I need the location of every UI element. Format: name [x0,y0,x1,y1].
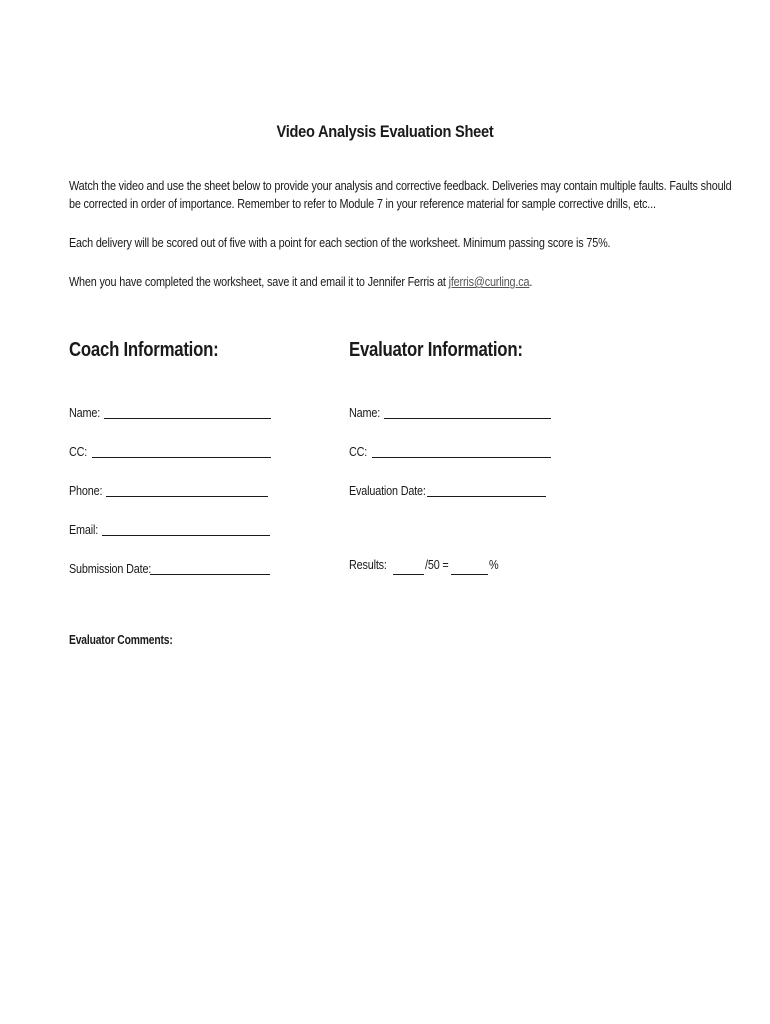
evaluation-date-field[interactable] [427,482,546,497]
evaluator-name-field[interactable] [384,404,551,419]
coach-cc-label: CC: [69,445,88,459]
evaluator-info-heading: Evaluator Information: [349,339,523,361]
instructions-line-2: be corrected in order of importance. Remember to refer to Module 7 in your reference material for sample corrective drills, etc... [69,197,656,211]
coach-phone-field[interactable] [106,482,268,497]
evaluator-name-label: Name: [349,406,381,420]
evaluator-cc-label: CC: [349,445,368,459]
instructions-paragraph-2 [69,234,688,252]
results-score-field[interactable] [393,560,424,575]
coach-name-label: Name: [69,406,101,420]
results-label: Results: [349,558,387,572]
coach-name-field[interactable] [104,404,271,419]
evaluator-comments-label: Evaluator Comments: [69,633,173,647]
page-title: Video Analysis Evaluation Sheet [276,122,494,141]
results-divider-text: /50 = [425,558,449,572]
instructions-paragraph-3 [69,273,688,291]
email-link[interactable]: jferris@curling.ca [448,275,530,289]
coach-submission-date-field[interactable] [150,560,270,575]
results-percent-sign: % [489,558,499,572]
email-instruction-text: When you have completed the worksheet, save it and email it to Jennifer Ferris at [69,275,449,289]
instructions-line-1: Watch the video and use the sheet below to provide your analysis and corrective feedback. Deliveries may contain multiple faults. Faults should [69,179,732,193]
coach-info-heading: Coach Information: [69,339,219,361]
coach-submission-date-label: Submission Date: [69,562,152,576]
email-instruction-suffix: . [529,275,533,289]
coach-cc-field[interactable] [92,443,271,458]
instructions-paragraph-1 [69,177,732,213]
results-percent-field[interactable] [451,560,488,575]
evaluator-date-label: Evaluation Date: [349,484,426,498]
coach-email-label: Email: [69,523,99,537]
scoring-text: Each delivery will be scored out of five with a point for each section of the worksheet. Minimum passing score is 75%. [69,236,611,250]
coach-phone-label: Phone: [69,484,103,498]
coach-email-field[interactable] [102,521,270,536]
evaluator-cc-field[interactable] [372,443,551,458]
